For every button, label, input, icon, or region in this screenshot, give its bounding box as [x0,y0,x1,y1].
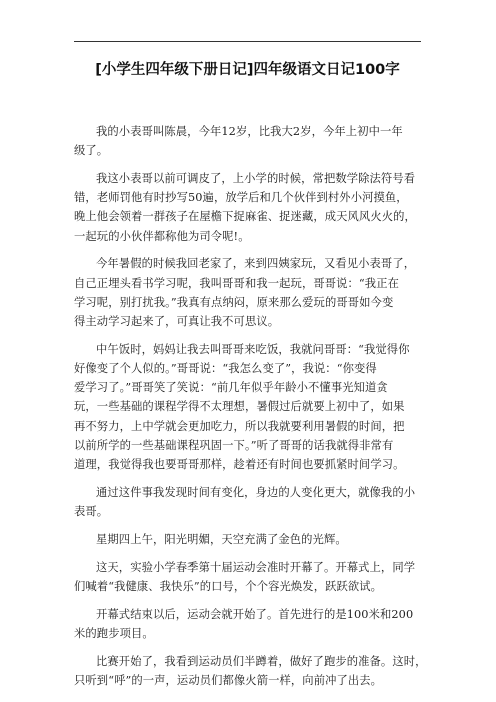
document-title: [小学生四年级下册日记]四年级语文日记100字 [95,62,400,78]
paragraph-line: 开幕式结束以后，运动会就开始了。首先进行的是100米和200 [96,607,414,621]
paragraph-line: 中午饭时，妈妈让我去叫哥哥来吃饭，我就问哥哥：“我觉得你 [96,342,410,356]
paragraph-line: 星期四上午，阳光明媚，天空充满了金色的光辉。 [96,532,347,546]
paragraph-line: 通过这件事我发现时间有变化，身边的人变化更大，就像我的小 [96,485,416,499]
paragraph-line: 们喊着“我健康、我快乐”的口号，个个容光焕发，跃跃欲试。 [74,579,383,593]
paragraph-line: 自己正埋头看书学习呢，我叫哥哥和我一起玩，哥哥说：“我正在 [74,276,399,290]
paragraph-line: 玩，一些基础的课程学得不太理想，暑假过后就要上初中了，如果 [74,400,405,414]
paragraph [74,122,430,160]
paragraph [74,340,430,474]
paragraph-line: 得主动学习起来了，可真让我不可思议。 [74,315,280,329]
paragraph-line: 我的小表哥叫陈晨，今年12岁，比我大2岁，今年上初中一年 [96,125,403,138]
paragraph [74,652,430,690]
paragraph-line: 错，老师罚他有时抄写50遍，放学后和几个伙伴到村外小河摸鱼， [74,191,408,205]
paragraph-line: 这天，实验小学春季第十届运动会准时开幕了。开幕式上，同学 [96,560,416,574]
paragraph [74,558,430,596]
paragraph-line: 表哥。 [74,505,109,519]
paragraph-line: 爱学习了。”哥哥笑了笑说：“前几年似乎年龄小不懂事光知道贪 [74,381,388,395]
paragraph-line: 以前所学的一些基础课程巩固一下。”听了哥哥的话我就得非常有 [74,438,394,452]
paragraph [74,483,430,521]
document-body [74,122,430,699]
paragraph-line: 一起玩的小伙伴都称他为司令呢!。 [74,229,250,243]
paragraph [74,605,430,643]
paragraph-line: 比赛开始了，我看到运动员们半蹲着，做好了跑步的准备。这时， [96,654,427,668]
paragraph-line: 今年暑假的时候我回老家了，来到四姨家玩，又看见小表哥了， [96,257,416,271]
paragraph-line: 学习呢，别打扰我。”我真有点纳闷，原来那么爱玩的哥哥如今变 [74,295,394,309]
paragraph [74,169,430,246]
paragraph [74,254,430,331]
paragraph-line: 只听到“呼”的一声，运动员们都像火箭一样，向前冲了出去。 [74,673,383,687]
paragraph-line: 级了。 [74,144,109,158]
paragraph-line: 米的跑步项目。 [74,626,154,640]
paragraph [74,530,430,549]
paragraph-line: 我这小表哥以前可调皮了，上小学的时候，常把数学除法符号看 [96,172,416,185]
header-rule [74,41,421,42]
paragraph-line: 道理，我觉得我也要哥哥那样，趁着还有时间也要抓紧时间学习。 [74,458,405,472]
paragraph-line: 再不努力，上中学就会更加吃力，所以我就要利用暑假的时间，把 [74,419,405,433]
paragraph-line: 好像变了个人似的。”哥哥说：“我怎么变了”，我说：“你变得 [74,362,377,376]
paragraph-line: 晚上他会领着一群孩子在屋檐下捉麻雀、捉迷藏，成天风风火火的， [74,210,416,224]
